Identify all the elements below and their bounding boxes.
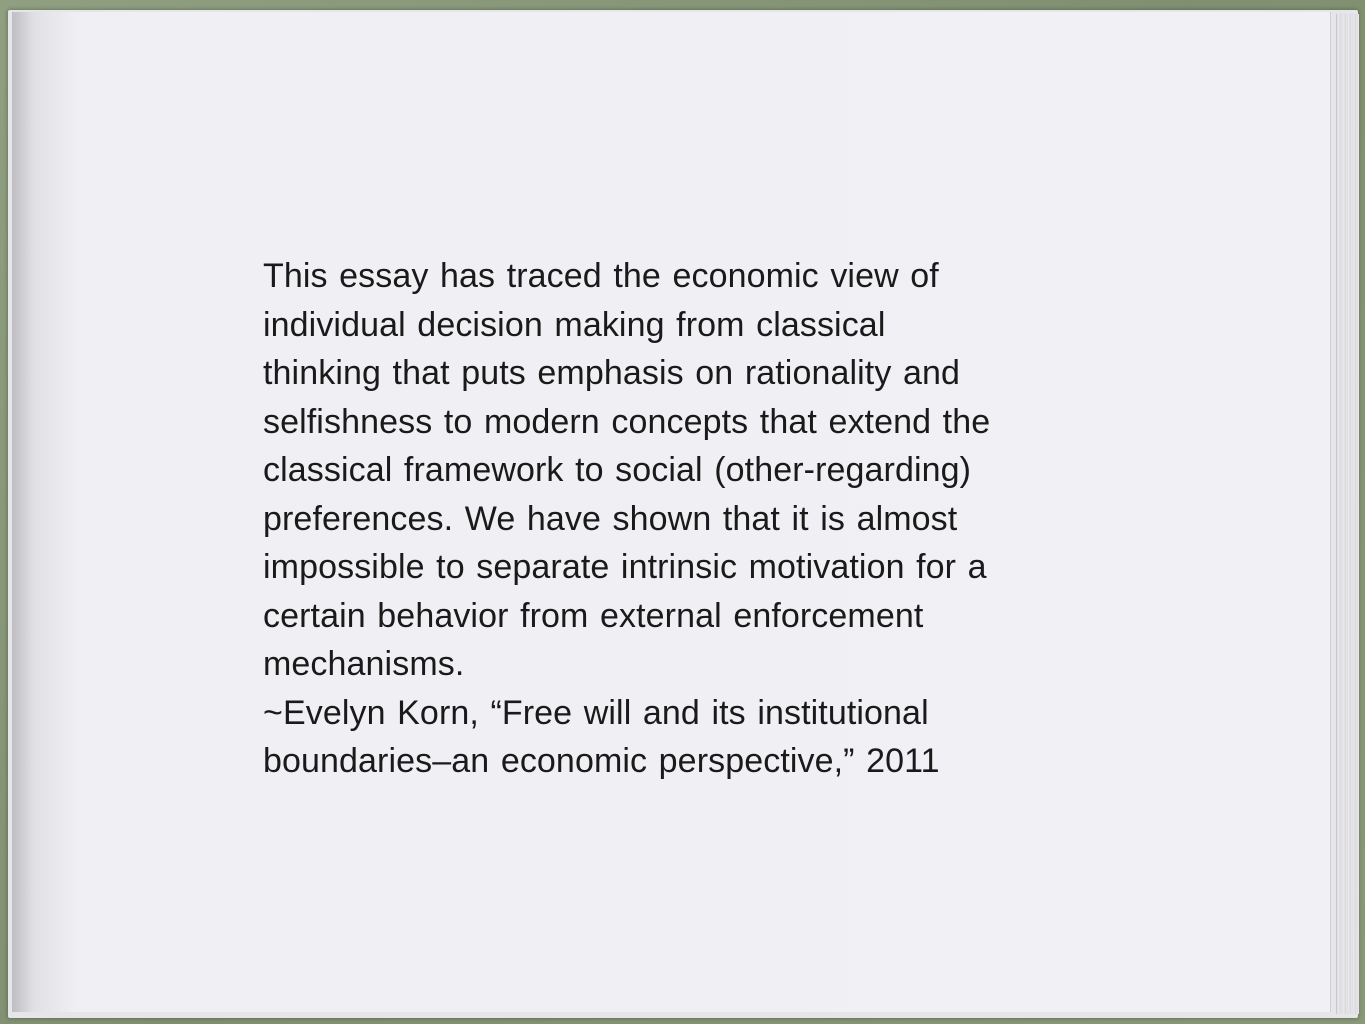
- spine-shadow: [12, 12, 82, 1012]
- page-edges: [1336, 14, 1359, 1014]
- quote-line: classical framework to social (other-regarding): [263, 451, 972, 489]
- quote-line: thinking that puts emphasis on rationality and: [263, 354, 961, 392]
- quote-block: [263, 252, 1123, 786]
- attribution-line: boundaries–an economic perspective,” 2011: [263, 742, 940, 780]
- quote-line: This essay has traced the economic view of: [263, 257, 939, 295]
- quote-line: preferences. We have shown that it is almost: [263, 499, 958, 538]
- attribution-line: ~Evelyn Korn, “Free will and its institutional: [263, 693, 929, 732]
- quote-line: impossible to separate intrinsic motivation for a: [263, 548, 987, 586]
- quote-line: mechanisms.: [263, 645, 465, 683]
- quote-line: individual decision making from classical: [263, 305, 886, 344]
- quote-line: certain behavior from external enforcement: [263, 596, 924, 635]
- quote-line: selfishness to modern concepts that extend the: [263, 402, 991, 441]
